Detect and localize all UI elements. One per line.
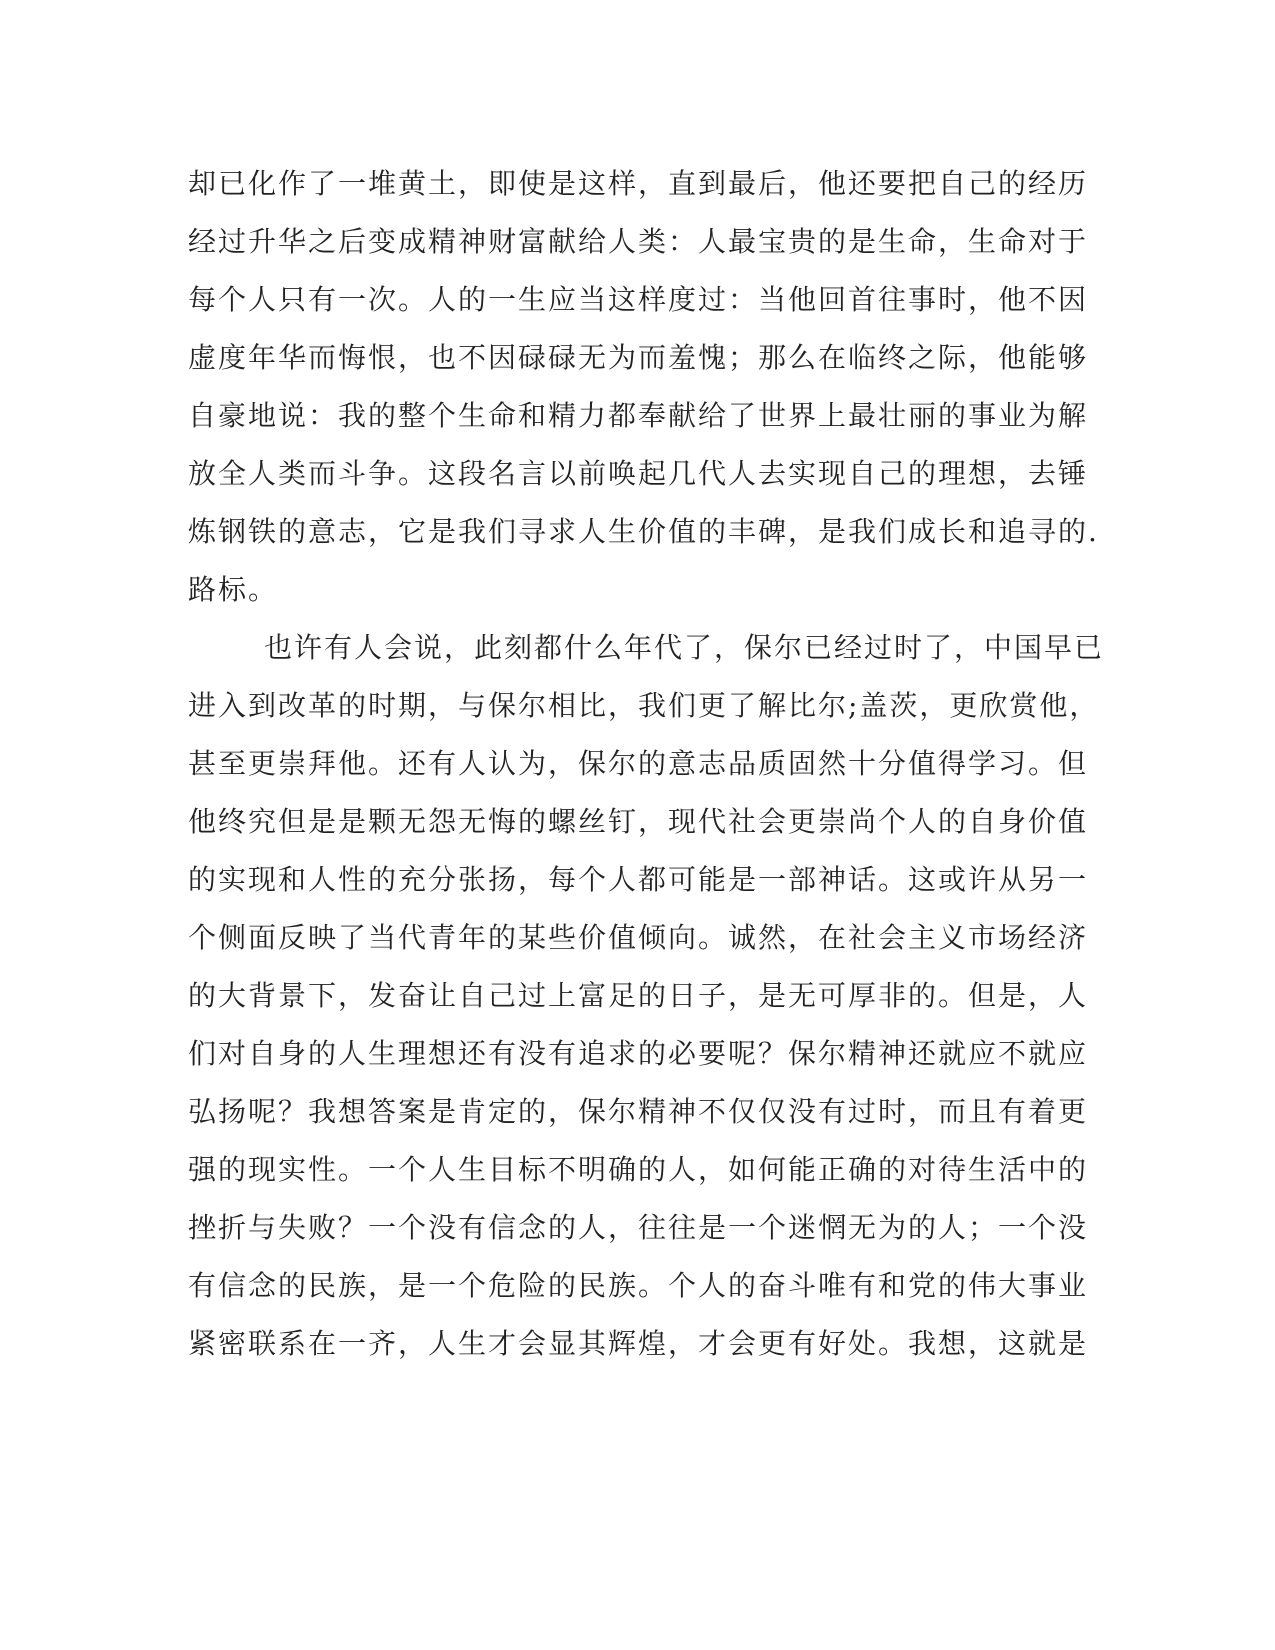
text-line: 有信念的民族，是一个危险的民族。个人的奋斗唯有和党的伟大事业 (188, 1269, 1089, 1302)
paragraph-first-line: 也许有人会说，此刻都什么年代了，保尔已经过时了，中国早已 (264, 631, 1105, 664)
text-line: 的实现和人性的充分张扬，每个人都可能是一部神话。这或许从另一 (188, 863, 1089, 896)
text-line: 挫折与失败？一个没有信念的人，往往是一个迷惘无为的人；一个没 (188, 1211, 1089, 1244)
text-line: 放全人类而斗争。这段名言以前唤起几代人去实现自己的理想，去锤 (188, 457, 1089, 490)
text-line: 甚至更崇拜他。还有人认为，保尔的意志品质固然十分值得学习。但 (188, 747, 1089, 780)
text-line: 路标。 (188, 573, 279, 606)
text-line: 他终究但是是颗无怨无悔的螺丝钉，现代社会更崇尚个人的自身价值 (188, 805, 1089, 838)
text-line: 个侧面反映了当代青年的某些价值倾向。诚然，在社会主义市场经济 (188, 921, 1089, 954)
text-line: 却已化作了一堆黄土，即使是这样，直到最后，他还要把自己的经历 (188, 167, 1089, 200)
text-line: 弘扬呢？我想答案是肯定的，保尔精神不仅仅没有过时，而且有着更 (188, 1095, 1089, 1128)
text-line: 们对自身的人生理想还有没有追求的必要呢？保尔精神还就应不就应 (188, 1037, 1089, 1070)
text-line: 虚度年华而悔恨，也不因碌碌无为而羞愧；那么在临终之际，他能够 (188, 341, 1089, 374)
text-line: 进入到改革的时期，与保尔相比，我们更了解比尔;盖茨，更欣赏他， (188, 689, 1100, 722)
text-line: 自豪地说：我的整个生命和精力都奉献给了世界上最壮丽的事业为解 (188, 399, 1089, 432)
text-line: 经过升华之后变成精神财富献给人类：人最宝贵的是生命，生命对于 (188, 225, 1089, 258)
text-line: 每个人只有一次。人的一生应当这样度过：当他回首往事时，他不因 (188, 283, 1089, 316)
text-line: 的大背景下，发奋让自己过上富足的日子，是无可厚非的。但是，人 (188, 979, 1089, 1012)
text-line: 紧密联系在一齐，人生才会显其辉煌，才会更有好处。我想，这就是 (188, 1327, 1089, 1360)
text-line: 炼钢铁的意志，它是我们寻求人生价值的丰碑，是我们成长和追寻的. (188, 515, 1099, 548)
text-line: 强的现实性。一个人生目标不明确的人，如何能正确的对待生活中的 (188, 1153, 1089, 1186)
